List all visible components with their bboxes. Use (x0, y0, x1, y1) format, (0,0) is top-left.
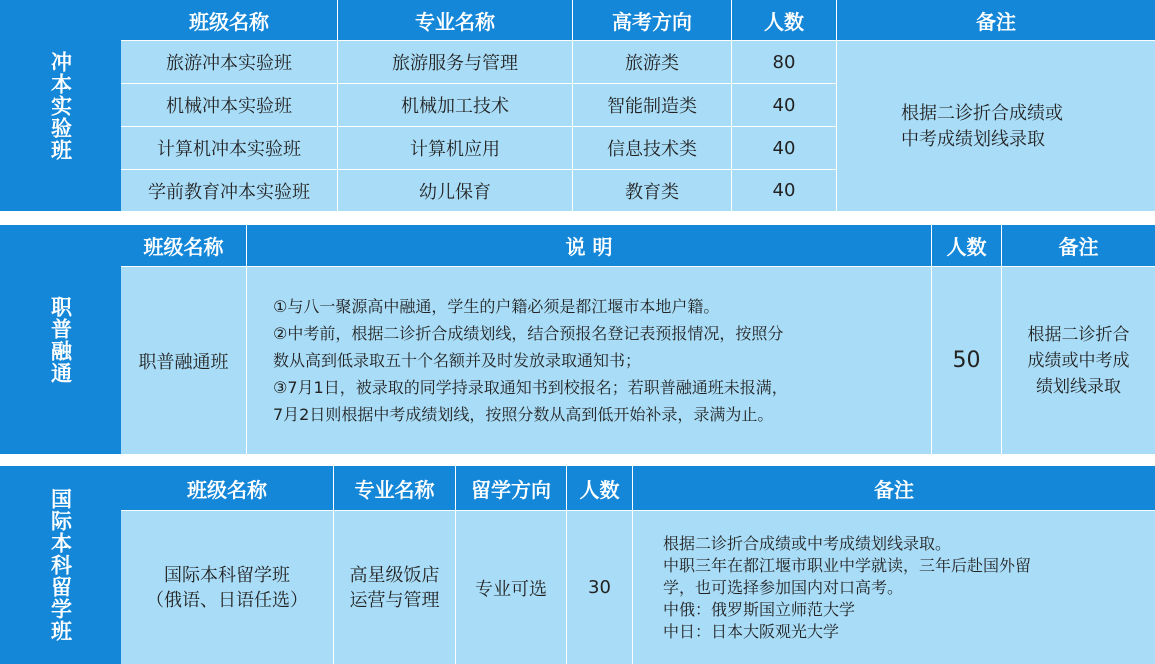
note-line: 根据二诊折合成绩或中考成绩划线录取。 (663, 533, 952, 553)
table-cell: 40 (731, 83, 836, 126)
section-zhipu (0, 225, 1155, 454)
table-cell: 幼儿保育 (337, 169, 572, 211)
header-exam-direction: 高考方向 (572, 0, 731, 40)
note-line: 中俄：俄罗斯国立师范大学 (663, 599, 856, 619)
description-line: ③7月1日，被录取的同学持录取通知书到校报名；若职普融通班未报满， (273, 378, 788, 397)
table-cell: 旅游类 (572, 40, 731, 83)
section-side-label: 冲本实验班 (0, 0, 121, 211)
count-cell: 30 (566, 510, 632, 664)
section-side-label: 国际本科留学班 (0, 466, 121, 664)
table-cell: 信息技术类 (572, 126, 731, 169)
header-count: 人数 (731, 0, 836, 40)
major-line: 运营与管理 (349, 589, 440, 611)
header-class-name: 班级名称 (121, 0, 337, 40)
header-class-name: 班级名称 (121, 225, 246, 266)
description-line: ①与八一聚源高中融通，学生的户籍必须是都江堰市本地户籍。 (273, 297, 720, 316)
table-cell: 80 (731, 40, 836, 83)
header-study-direction: 留学方向 (455, 466, 566, 510)
note-line: 绩划线录取 (1036, 376, 1121, 397)
note-line: 中考成绩划线录取 (901, 129, 1045, 150)
table-cell: 40 (731, 126, 836, 169)
table-cell: 智能制造类 (572, 83, 731, 126)
table-cell: 计算机冲本实验班 (121, 126, 337, 169)
table-cell: 旅游服务与管理 (337, 40, 572, 83)
table-cell: 旅游冲本实验班 (121, 40, 337, 83)
table-cell: 学前教育冲本实验班 (121, 169, 337, 211)
description-line: ②中考前，根据二诊折合成绩划线，结合预报名登记表预报情况，按照分 (273, 324, 784, 343)
description-cell (246, 266, 931, 454)
header-class-name: 班级名称 (121, 466, 333, 510)
class-name-cell: 职普融通班 (121, 266, 246, 454)
note-line: 中职三年在都江堰市职业中学就读，三年后赴国外留 (663, 555, 1032, 575)
direction-cell: 专业可选 (455, 510, 566, 664)
header-note: 备注 (1001, 225, 1155, 266)
section-international (0, 466, 1155, 664)
major-cell (333, 510, 455, 664)
count-cell: 50 (931, 266, 1001, 454)
table-cell: 40 (731, 169, 836, 211)
section-side-label: 职普融通 (0, 225, 121, 454)
note-line: 中日：日本大阪观光大学 (663, 621, 840, 641)
note-cell (632, 510, 1155, 664)
header-note: 备注 (632, 466, 1155, 510)
header-count: 人数 (566, 466, 632, 510)
note-line: 根据二诊折合 (1027, 324, 1130, 345)
description-line: 数从高到低录取五十个名额并及时发放录取通知书； (273, 351, 642, 370)
table-cell: 计算机应用 (337, 126, 572, 169)
class-name-line: （俄语、日语任选） (146, 589, 308, 611)
header-major: 专业名称 (337, 0, 572, 40)
class-name-cell (121, 510, 333, 664)
note-line: 成绩或中考成 (1027, 350, 1130, 371)
table-cell: 教育类 (572, 169, 731, 211)
table-cell: 机械冲本实验班 (121, 83, 337, 126)
header-count: 人数 (931, 225, 1001, 266)
table-cell: 机械加工技术 (337, 83, 572, 126)
header-major: 专业名称 (333, 466, 455, 510)
description-line: 7月2日则根据中考成绩划线，按照分数从高到低开始补录，录满为止。 (273, 405, 774, 424)
class-name-line: 国际本科留学班 (164, 564, 290, 586)
header-note: 备注 (836, 0, 1155, 40)
note-line: 学，也可选择参加国内对口高考。 (663, 577, 904, 597)
note-cell (1001, 266, 1155, 454)
note-cell (836, 40, 1155, 211)
major-line: 高星级饭店 (349, 564, 440, 586)
section-chongben (0, 0, 1155, 211)
header-description: 说 明 (246, 225, 931, 266)
note-line: 根据二诊折合成绩或 (901, 103, 1063, 124)
